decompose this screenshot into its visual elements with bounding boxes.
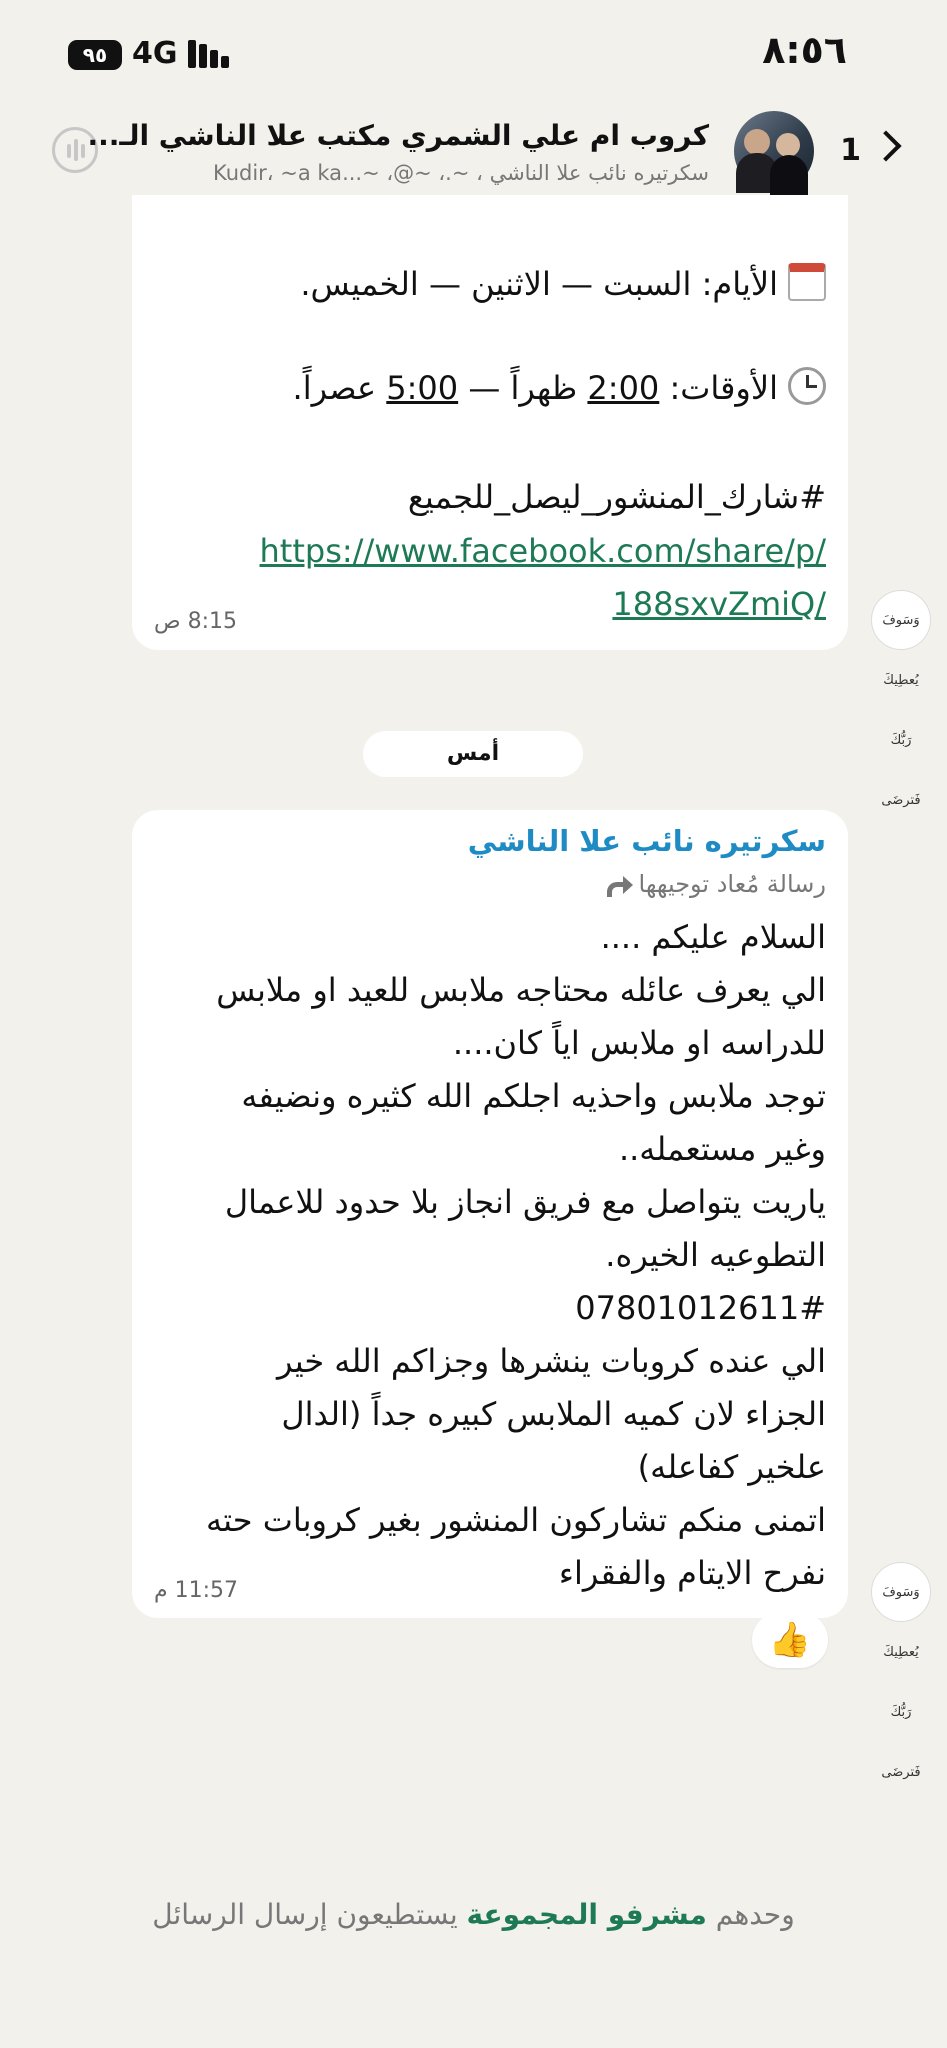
group-members[interactable]: سكرتيره نائب علا الناشي ، ~.، ~@، ~...Kudir، ~a ka: [212, 161, 709, 185]
message-link-continued[interactable]: 188sxvZmiQ/: [612, 585, 826, 623]
group-avatar[interactable]: [734, 111, 814, 191]
message-line: السلام عليكم ....: [600, 918, 826, 956]
message-line: للدراسه او ملابس اياً كان....: [452, 1024, 826, 1062]
message-line: علخير كفاعله): [637, 1448, 826, 1486]
battery-icon: [68, 40, 122, 70]
message-line: ياريت يتواصل مع فريق انجاز بلا حدود للاعمال: [224, 1183, 826, 1221]
message-timestamp: 8:15 ص: [154, 609, 237, 634]
message-line: نفرح الايتام والفقراء: [558, 1554, 826, 1592]
message-line: وغير مستعمله..: [618, 1130, 826, 1168]
message-bubble[interactable]: [132, 195, 848, 650]
admin-only-notice: وحدهم مشرفو المجموعة يستطيعون إرسال الرسائل: [152, 1898, 795, 1931]
group-admins-link[interactable]: مشرفو المجموعة: [466, 1898, 707, 1931]
message-line: التطوعيه الخيره.: [605, 1236, 826, 1274]
message-line: الي يعرف عائله محتاجه ملابس للعيد او ملابس: [216, 971, 826, 1009]
message-line: اتمنى منكم تشاركون المنشور بغير كروبات حته: [205, 1501, 826, 1539]
signal-icon: [188, 40, 232, 68]
reaction-badge[interactable]: 👍: [752, 1612, 828, 1668]
message-days: الأيام: السبت — الاثنين — الخميس.: [300, 263, 826, 303]
chat-header: [0, 105, 947, 205]
status-bar: [0, 0, 947, 110]
calendar-icon: [788, 263, 826, 301]
forward-icon: [607, 876, 631, 894]
message-link[interactable]: https://www.facebook.com/share/p/: [259, 532, 826, 570]
forwarded-label: رسالة مُعاد توجيهها: [607, 870, 826, 898]
sender-avatar[interactable]: وَسَوفَ يُعطِيكَ رَبُّكَ فَترضَى: [871, 590, 931, 650]
message-hashtag[interactable]: #شارك_المنشور_ليصل_للجميع: [407, 478, 826, 516]
clock-icon: [788, 367, 826, 405]
message-line: الي عنده كروبات ينشرها وجزاكم الله خير: [277, 1342, 826, 1380]
unread-count: 1: [840, 133, 861, 168]
message-line: الجزاء لان كميه الملابس كبيره جداً (الدال: [281, 1395, 826, 1433]
message-line[interactable]: 07801012611#: [575, 1289, 826, 1327]
chevron-right-icon: [870, 130, 901, 161]
network-type: 4G: [132, 36, 178, 71]
group-title[interactable]: كروب ام علي الشمري مكتب علا الناشي الـ...: [87, 119, 709, 152]
message-times: الأوقات: 2:00 ظهراً — 5:00 عصراً.: [293, 367, 826, 407]
message-bubble[interactable]: [132, 810, 848, 1618]
sender-avatar[interactable]: وَسَوفَ يُعطِيكَ رَبُّكَ فَترضَى: [871, 1562, 931, 1622]
status-time: ٨:٥٦: [762, 28, 847, 72]
date-separator: أمس: [363, 731, 583, 777]
sender-name[interactable]: سكرتيره نائب علا الناشي: [467, 824, 826, 858]
battery-level: ٩٥: [82, 43, 108, 67]
message-line: توجد ملابس واحذيه اجلكم الله كثيره ونضيفه: [241, 1077, 826, 1115]
message-timestamp: 11:57 م: [154, 1578, 239, 1603]
